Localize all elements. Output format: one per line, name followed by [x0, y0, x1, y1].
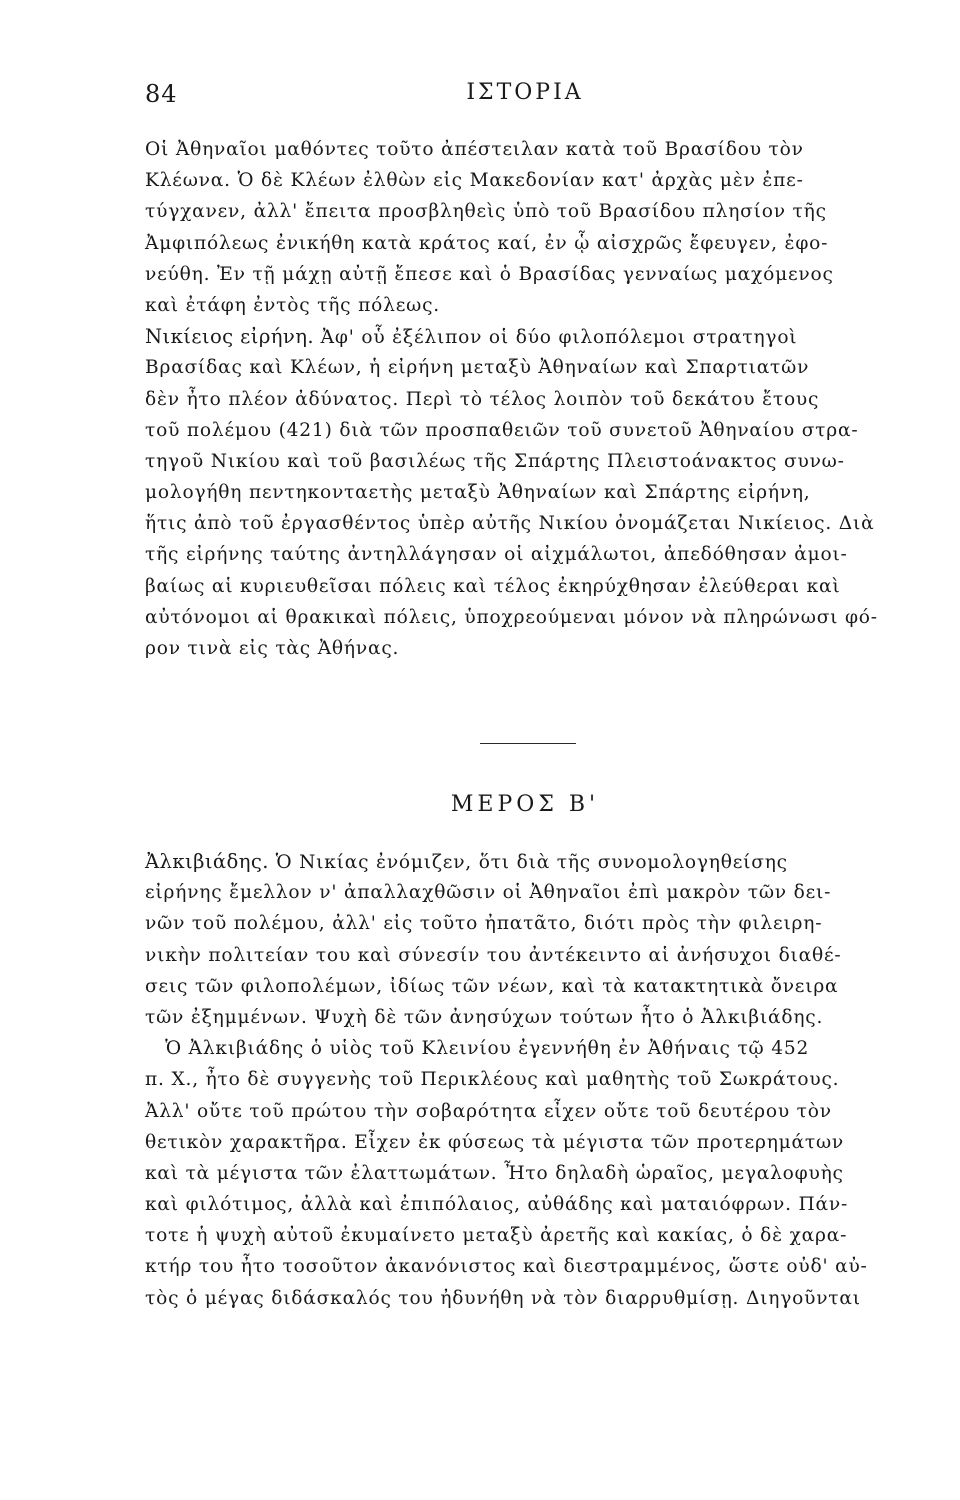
text-line: τὸς ὁ μέγας διδάσκαλός του ἠδυνήθη νὰ τὸν διαρρυθμίσῃ. Διηγοῦνται	[145, 1287, 861, 1309]
text-line: Οἱ Ἀθηναῖοι μαθόντες τοῦτο ἀπέστειλαν κατὰ τοῦ Βρασίδου τὸν	[145, 139, 804, 160]
text-line: καὶ τὰ μέγιστα τῶν ἐλαττωμάτων. Ἦτο δηλαδὴ ὡραῖος, μεγαλοφυὴς	[145, 1162, 844, 1184]
text-line: τύγχανεν, ἀλλ' ἔπειτα προσβληθεὶς ὑπὸ τοῦ Βρασίδου πλησίον τῆς	[145, 201, 827, 223]
text-line: εἰρήνης ἔμελλον ν' ἀπαλλαχθῶσιν οἱ Ἀθηναῖοι ἐπὶ μακρὸν τῶν δει-	[145, 882, 832, 904]
text-line: νικὴν πολιτείαν του καὶ σύνεσίν του ἀντέκειντο αἱ ἀνήσυχοι διαθέ-	[145, 944, 842, 966]
text-line: Ἀμφιπόλεως ἐνικήθη κατὰ κράτος καί, ἐν ᾧ αἰσχρῶς ἔφευγεν, ἐφο-	[145, 232, 829, 254]
paragraph-heading: Ἀλκιβιάδης.	[145, 850, 269, 873]
text-line: Βρασίδας καὶ Κλέων, ἡ εἰρήνη μεταξὺ Ἀθηναίων καὶ Σπαρτιατῶν	[145, 357, 810, 379]
text-line: βαίως αἱ κυριευθεῖσαι πόλεις καὶ τέλος ἐκηρύχθησαν ἐλεύθεραι καὶ	[145, 575, 841, 597]
text-line: Ὁ Ἀλκιβιάδης ὁ υἱὸς τοῦ Κλεινίου ἐγεννήθη ἐν Ἀθήναις τῷ 452	[145, 1038, 810, 1060]
paragraph-first-line	[145, 846, 905, 877]
text-line: Ἀλλ' οὔτε τοῦ πρώτου τὴν σοβαρότητα εἶχεν οὔτε τοῦ δευτέρου τὸν	[145, 1100, 832, 1122]
text-line: τοῦ πολέμου (421) διὰ τῶν προσπαθειῶν τοῦ συνετοῦ Ἀθηναίου στρα-	[145, 419, 859, 441]
text-line: τηγοῦ Νικίου καὶ τοῦ βασιλέως τῆς Σπάρτης Πλειστοάνακτος συνω-	[145, 450, 845, 472]
text-line: Κλέωνα. Ὁ δὲ Κλέων ἐλθὼν εἰς Μακεδονίαν κατ' ἀρχὰς μὲν ἐπε-	[145, 170, 804, 192]
text-line: π. Χ., ἦτο δὲ συγγενὴς τοῦ Περικλέους καὶ μαθητὴς τοῦ Σωκράτους.	[145, 1069, 840, 1091]
body-text-part-two	[145, 846, 905, 1345]
text-line: τῶν ἐξημμένων. Ψυχὴ δὲ τῶν ἀνησύχων τούτων ἦτο ὁ Ἀλκιβιάδης.	[145, 1006, 824, 1028]
text-line: καὶ φιλότιμος, ἀλλὰ καὶ ἐπιπόλαιος, αὐθάδης καὶ ματαιόφρων. Πάν-	[145, 1194, 849, 1216]
paragraph-first-line	[145, 321, 905, 352]
text-line: τοτε ἡ ψυχὴ αὐτοῦ ἐκυμαίνετο μεταξὺ ἀρετῆς καὶ κακίας, ὁ δὲ χαρα-	[145, 1225, 848, 1247]
text-line: ἥτις ἀπὸ τοῦ ἐργασθέντος ὑπὲρ αὐτῆς Νικίου ὀνομάζεται Νικίειος. Διὰ	[145, 513, 875, 535]
text-line: νεύθη. Ἐν τῇ μάχῃ αὐτῇ ἔπεσε καὶ ὁ Βρασίδας γενναίως μαχόμενος	[145, 263, 834, 285]
text-line: καὶ ἐτάφη ἐντὸς τῆς πόλεως.	[145, 294, 441, 316]
text-line	[145, 1314, 905, 1345]
text-line: τῆς εἰρήνης ταύτης ἀντηλλάγησαν οἱ αἰχμάλωτοι, ἀπεδόθησαν ἀμοι-	[145, 544, 848, 566]
text-line: θετικὸν χαρακτῆρα. Εἶχεν ἐκ φύσεως τὰ μέγιστα τῶν προτερημάτων	[145, 1131, 845, 1153]
text-line: κτήρ του ἦτο τοσοῦτον ἀκανόνιστος καὶ διεστραμμένος, ὥστε οὐδ' αὐ-	[145, 1256, 868, 1278]
section-title: ΜΕΡΟΣ Β'	[450, 792, 600, 817]
text-run: Ὁ Νικίας ἐνόμιζεν, ὅτι διὰ τῆς συνομολογηθείσης	[268, 852, 788, 873]
text-line: δὲν ἦτο πλέον ἀδύνατος. Περὶ τὸ τέλος λοιπὸν τοῦ δεκάτου ἔτους	[145, 388, 820, 410]
page-number: 84	[145, 80, 178, 108]
section-divider	[480, 743, 576, 744]
body-text-part-one	[145, 134, 905, 664]
paragraph-heading: Νικίειος εἰρήνη.	[145, 325, 314, 349]
text-line: μολογήθη πεντηκονταετὴς μεταξὺ Ἀθηναίων καὶ Σπάρτης εἰρήνη,	[145, 482, 811, 504]
text-line: ρον τινὰ εἰς τὰς Ἀθήνας.	[145, 638, 400, 659]
page-header	[145, 80, 905, 116]
text-run: Ἀφ' οὗ ἐξέλιπον οἱ δύο φιλοπόλεμοι στρατηγοὶ	[313, 327, 798, 349]
running-head: ΙΣΤΟΡΙΑ	[466, 80, 584, 105]
text-line: νῶν τοῦ πολέμου, ἀλλ' εἰς τοῦτο ἠπατᾶτο, διότι πρὸς τὴν φιλειρη-	[145, 913, 823, 935]
text-line: αὐτόνομοι αἱ θρακικαὶ πόλεις, ὑποχρεούμεναι μόνον νὰ πληρώνωσι φό-	[145, 606, 878, 628]
text-line: σεις τῶν φιλοπολέμων, ἰδίως τῶν νέων, καὶ τὰ κατακτητικὰ ὄνειρα	[145, 975, 839, 997]
